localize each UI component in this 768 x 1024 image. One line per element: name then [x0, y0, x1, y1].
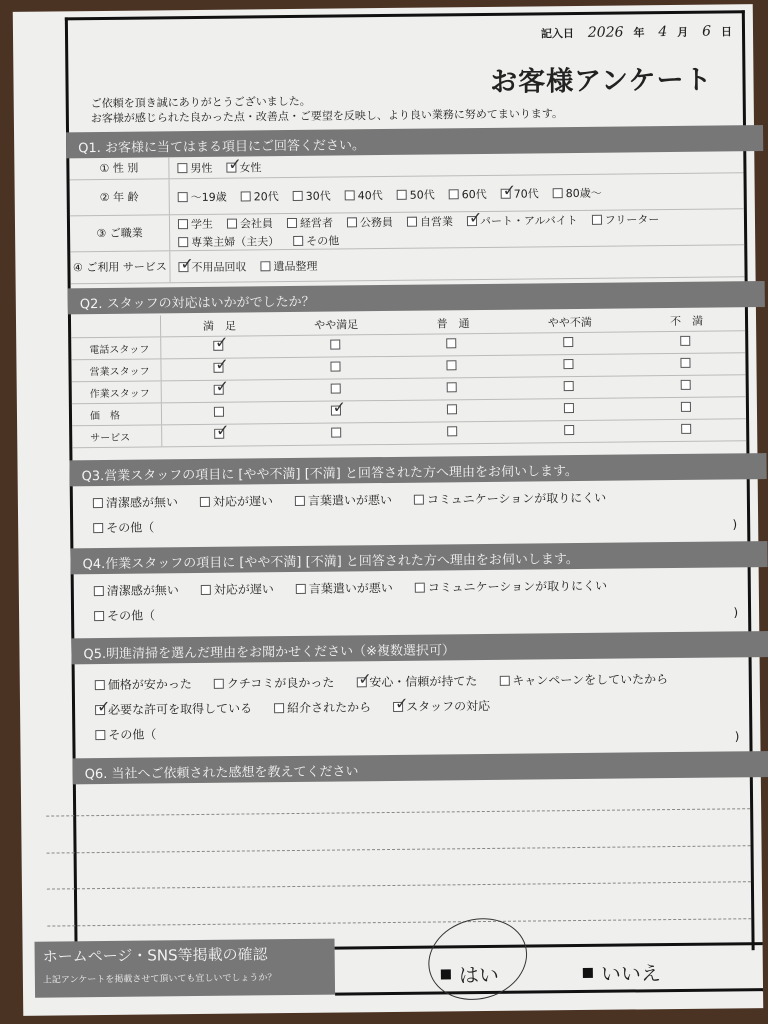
option-label: 対応が遅い	[213, 582, 274, 597]
checkbox-option[interactable]	[227, 215, 273, 231]
option-label: 70代	[513, 186, 539, 201]
checkbox-icon[interactable]	[274, 703, 284, 713]
rating-cell	[279, 427, 396, 441]
checkbox-icon[interactable]	[200, 496, 210, 506]
row-label: ④ ご利用 サービス	[70, 251, 170, 283]
ruled-line	[47, 881, 751, 889]
option-label: 男性	[190, 161, 213, 175]
checkbox-option[interactable]	[393, 697, 490, 715]
q6-answer-area[interactable]	[68, 13, 742, 20]
checkbox-icon[interactable]	[260, 261, 270, 271]
q5-options	[95, 669, 740, 751]
q2-header: Q2. スタッフの対応はいかがでしたか？	[68, 281, 765, 314]
option-label: コミュニケーションが取りにくい	[426, 490, 607, 507]
option-label: 50代	[409, 187, 435, 202]
option-label: 言葉遣いが悪い	[308, 580, 393, 596]
checkbox-option[interactable]	[178, 215, 213, 231]
checkbox-option[interactable]	[467, 211, 578, 228]
checkbox-option[interactable]	[260, 257, 317, 274]
option-label: 紹介されたから	[287, 700, 372, 716]
option-label: 専業主婦（主夫）	[191, 234, 280, 249]
column-header: やや不満	[547, 315, 592, 329]
intro-text	[91, 91, 563, 126]
checkbox-option[interactable]	[226, 159, 261, 175]
checkbox-icon[interactable]	[448, 426, 458, 436]
checkbox-icon[interactable]	[499, 675, 509, 685]
checkbox-icon[interactable]	[681, 402, 691, 412]
checkbox-icon[interactable]	[330, 361, 340, 371]
checkbox-icon[interactable]	[178, 237, 188, 247]
checkbox-icon[interactable]	[287, 217, 297, 227]
checkbox-option[interactable]	[178, 188, 227, 205]
checkbox-option[interactable]	[94, 581, 179, 599]
checkbox-option[interactable]	[347, 213, 393, 229]
option-label: 40代	[357, 188, 383, 202]
option-label: 言葉遣いが悪い	[307, 492, 393, 508]
close-paren: )	[733, 605, 739, 620]
checkbox-icon[interactable]	[564, 359, 574, 369]
intro-line-2: お客様が感じられた良かった点・改善点・ご要望を反映し、より良い業務に努めてまいります。	[90, 107, 564, 126]
checkbox-option[interactable]	[592, 211, 660, 228]
rating-cell	[395, 338, 512, 352]
option-label: 女性	[239, 160, 262, 175]
checkbox-icon[interactable]	[553, 188, 563, 198]
checkbox-icon[interactable]	[241, 191, 251, 201]
option-label: クチコミが良かった	[226, 675, 335, 691]
checkbox-icon[interactable]	[178, 219, 188, 229]
option-label: スタッフの対応	[406, 698, 491, 714]
checkbox-icon[interactable]	[447, 338, 457, 348]
checkbox-icon[interactable]	[94, 610, 104, 620]
q3-options	[93, 487, 737, 544]
survey-sheet	[13, 4, 763, 1016]
checkbox-option[interactable]	[295, 491, 392, 509]
checkbox-icon[interactable]	[177, 163, 187, 173]
checkbox-icon[interactable]	[397, 189, 407, 199]
checkbox-icon[interactable]	[330, 339, 340, 349]
checkbox-icon[interactable]	[95, 679, 105, 689]
rating-cell	[162, 384, 279, 398]
checked-box-icon[interactable]	[213, 341, 223, 351]
divider	[335, 988, 763, 995]
option-label: 遺品整理	[273, 259, 318, 273]
rating-cell	[512, 380, 629, 394]
checkbox-option[interactable]	[214, 674, 335, 692]
checkbox-option[interactable]	[415, 577, 607, 596]
checkbox-icon[interactable]	[178, 192, 188, 202]
checkbox-icon[interactable]	[227, 218, 237, 228]
option-label: その他（	[108, 727, 157, 742]
yes-option[interactable]	[441, 959, 499, 989]
rating-cell	[278, 361, 395, 375]
checkbox-icon[interactable]	[563, 337, 573, 347]
rating-cell	[162, 428, 279, 442]
checkbox-icon[interactable]	[345, 190, 355, 200]
option-label: 20代	[253, 189, 279, 203]
rating-cell	[629, 379, 746, 393]
checkbox-icon[interactable]	[407, 216, 417, 226]
square-bullet-icon	[583, 967, 593, 977]
option-label: フリーター	[604, 212, 660, 227]
rating-cell	[162, 406, 279, 420]
checkbox-icon[interactable]	[296, 583, 306, 593]
row-label: 営業スタッフ	[71, 359, 161, 381]
year-value: 2026	[587, 24, 624, 41]
checkbox-icon[interactable]	[592, 214, 602, 224]
rating-cell	[278, 383, 395, 397]
checkbox-option[interactable]	[200, 492, 273, 510]
option-label: 会社員	[239, 216, 274, 231]
option-line	[95, 669, 739, 693]
checkbox-option[interactable]	[177, 159, 212, 175]
column-header: 満 足	[202, 319, 237, 333]
option-label: その他（	[106, 520, 155, 535]
option-group	[170, 245, 744, 282]
checked-box-icon[interactable]	[331, 405, 341, 415]
checkbox-option[interactable]	[93, 493, 178, 511]
option-label: 30代	[305, 189, 331, 203]
checkbox-icon[interactable]	[95, 729, 105, 739]
checkbox-icon[interactable]	[414, 494, 424, 504]
option-label: 60代	[461, 187, 487, 201]
ruled-line	[47, 845, 751, 853]
checkbox-icon[interactable]	[93, 522, 103, 532]
rating-cell	[512, 336, 629, 350]
option-group	[170, 209, 744, 250]
checkbox-option[interactable]	[178, 258, 246, 275]
checkbox-option[interactable]	[201, 580, 274, 598]
option-label: その他（	[107, 608, 156, 623]
rating-cell	[513, 424, 630, 438]
no-label: いいえ	[600, 961, 661, 986]
rating-cell	[161, 362, 278, 376]
checkbox-icon[interactable]	[293, 235, 303, 245]
checkbox-option[interactable]	[407, 213, 453, 229]
rating-cell	[629, 357, 746, 371]
no-option[interactable]	[583, 957, 661, 987]
consent-question: 上記アンケートを掲載させて頂いても宜しいでしょうか？	[42, 973, 277, 986]
column-header: 不 満	[670, 314, 704, 328]
divider	[335, 942, 763, 949]
row-label: 価 格	[72, 403, 162, 425]
checked-box-icon[interactable]	[393, 701, 403, 711]
checkbox-icon[interactable]	[681, 424, 691, 434]
checkbox-option[interactable]	[449, 185, 487, 201]
checkbox-option[interactable]	[356, 672, 477, 690]
row-label: サービス	[72, 425, 162, 447]
checkbox-option[interactable]	[274, 698, 371, 716]
square-bullet-icon	[441, 969, 451, 979]
rating-cell	[512, 358, 629, 372]
checked-box-icon[interactable]	[178, 262, 188, 272]
q3-header: Q3.営業スタッフの項目に [やや不満] [不満] と回答された方へ理由をお伺いします。	[69, 453, 766, 486]
day-unit: 日	[720, 25, 733, 39]
q5-header: Q5.明進清掃を選んだ理由をお聞かせください（※複数選択可）	[71, 631, 768, 664]
rating-cell	[512, 402, 629, 416]
option-label: 清潔感が無い	[106, 583, 179, 598]
checked-box-icon[interactable]	[501, 188, 511, 198]
column-header: 普 通	[436, 316, 470, 330]
q6-header: Q6. 当社へご依頼された感想を教えてください	[73, 751, 768, 784]
option-label: 必要な許可を取得している	[108, 701, 253, 717]
rating-cell	[628, 335, 745, 349]
date-label: 記入日	[540, 27, 575, 41]
row-label: ① 性 別	[69, 157, 169, 179]
checkbox-icon[interactable]	[331, 427, 341, 437]
rating-cell	[395, 404, 512, 418]
checkbox-icon[interactable]	[295, 495, 305, 505]
month-unit: 月	[677, 25, 689, 39]
option-line	[94, 575, 738, 599]
corner	[71, 315, 161, 337]
checkbox-option[interactable]	[293, 187, 331, 203]
checked-box-icon[interactable]	[214, 429, 224, 439]
checkbox-icon[interactable]	[681, 380, 691, 390]
checkbox-option[interactable]	[95, 725, 156, 743]
option-line	[95, 694, 739, 718]
day-value: 6	[702, 23, 712, 40]
row-label: 作業スタッフ	[72, 381, 162, 403]
consent-label	[35, 939, 336, 998]
checkbox-option[interactable]	[397, 186, 435, 202]
rating-cell	[629, 423, 746, 437]
checkbox-icon[interactable]	[449, 189, 459, 199]
column-header: やや満足	[314, 317, 359, 332]
q1-row	[70, 245, 744, 284]
checkbox-option[interactable]	[241, 188, 279, 204]
option-line	[94, 600, 738, 624]
checkbox-icon[interactable]	[564, 425, 574, 435]
checkbox-option[interactable]	[93, 518, 154, 536]
checkbox-icon[interactable]	[564, 381, 574, 391]
option-label: その他	[306, 233, 340, 248]
checkbox-option[interactable]	[553, 184, 602, 201]
rating-cell	[395, 382, 512, 396]
option-label: 経営者	[299, 216, 334, 230]
yes-label: はい	[458, 962, 499, 988]
q2-rating-table	[71, 309, 746, 448]
checkbox-option[interactable]	[95, 675, 192, 693]
option-group	[170, 173, 744, 214]
option-label: パート・アルバイト	[479, 213, 578, 228]
q4-header: Q4.作業スタッフの項目に [やや不満] [不満] と回答された方へ理由をお伺いします。	[70, 541, 767, 574]
q4-options	[94, 575, 738, 632]
checkbox-option[interactable]	[94, 606, 155, 624]
option-label: 80歳～	[565, 186, 602, 200]
checkbox-option[interactable]	[414, 489, 606, 508]
checked-box-icon[interactable]	[356, 677, 366, 687]
option-line	[93, 487, 737, 511]
checked-box-icon[interactable]	[214, 385, 224, 395]
checkbox-icon[interactable]	[415, 582, 425, 592]
option-label: コミュニケーションが取りにくい	[427, 578, 608, 595]
publish-consent	[22, 928, 763, 1006]
checkbox-icon[interactable]	[293, 190, 303, 200]
option-label: ～19歳	[190, 190, 227, 204]
checkbox-icon[interactable]	[330, 383, 340, 393]
checkbox-icon[interactable]	[94, 585, 104, 595]
rating-cell	[279, 405, 396, 419]
checkbox-option[interactable]	[501, 185, 539, 201]
row-label: ③ ご職業	[70, 215, 170, 251]
row-label: ② 年 齢	[70, 179, 170, 215]
rating-cell	[278, 339, 395, 353]
checkbox-icon[interactable]	[447, 404, 457, 414]
checkbox-option[interactable]	[287, 214, 333, 230]
checked-box-icon[interactable]	[467, 216, 477, 226]
checked-box-icon[interactable]	[213, 363, 223, 373]
checked-box-icon[interactable]	[95, 704, 105, 714]
option-label: 安心・信頼が持てた	[369, 674, 478, 690]
ruled-line	[47, 918, 751, 926]
checked-box-icon[interactable]	[226, 162, 236, 172]
checkbox-icon[interactable]	[681, 358, 691, 368]
checkbox-icon[interactable]	[447, 360, 457, 370]
checkbox-option[interactable]	[293, 232, 339, 248]
form-frame	[65, 10, 755, 957]
checkbox-option[interactable]	[345, 187, 383, 203]
option-label: 学生	[190, 217, 214, 231]
option-label: 清潔感が無い	[105, 495, 178, 510]
checkbox-icon[interactable]	[214, 678, 224, 688]
rating-cell	[629, 401, 746, 415]
checkbox-icon[interactable]	[680, 336, 690, 346]
entry-date	[541, 23, 732, 41]
ruled-line	[46, 808, 750, 816]
option-label: 公務員	[359, 215, 394, 229]
year-unit: 年	[633, 26, 645, 40]
option-label: 不用品回収	[191, 259, 247, 274]
close-paren: )	[734, 729, 740, 744]
checkbox-icon[interactable]	[201, 584, 211, 594]
month-value: 4	[658, 24, 668, 41]
rating-cell	[161, 340, 278, 354]
option-line	[93, 512, 737, 536]
checkbox-icon[interactable]	[447, 382, 457, 392]
intro-line-1: ご依頼を頂き誠にありがとうございました。	[90, 94, 311, 111]
checkbox-icon[interactable]	[347, 217, 357, 227]
option-label: キャンペーンをしていたから	[512, 672, 669, 688]
option-label: 対応が遅い	[212, 494, 274, 509]
option-label: 自営業	[419, 214, 454, 229]
rating-cell	[396, 426, 513, 440]
close-paren: )	[732, 517, 738, 532]
page-title: お客様アンケート	[489, 64, 713, 98]
checkbox-icon[interactable]	[214, 407, 224, 417]
checkbox-option[interactable]	[499, 670, 668, 689]
q1-header: Q1. お客様に当てはまる項目にご回答ください。	[66, 125, 763, 158]
checkbox-option[interactable]	[95, 699, 252, 718]
row-label: 電話スタッフ	[71, 337, 161, 359]
checkbox-icon[interactable]	[93, 497, 103, 507]
option-line	[95, 719, 739, 743]
checkbox-icon[interactable]	[564, 403, 574, 413]
option-label: 価格が安かった	[107, 677, 192, 692]
checkbox-option[interactable]	[296, 579, 393, 597]
checkbox-option[interactable]	[178, 233, 279, 250]
consent-title: ホームページ・SNS等掲載の確認	[42, 945, 268, 966]
rating-cell	[395, 360, 512, 374]
